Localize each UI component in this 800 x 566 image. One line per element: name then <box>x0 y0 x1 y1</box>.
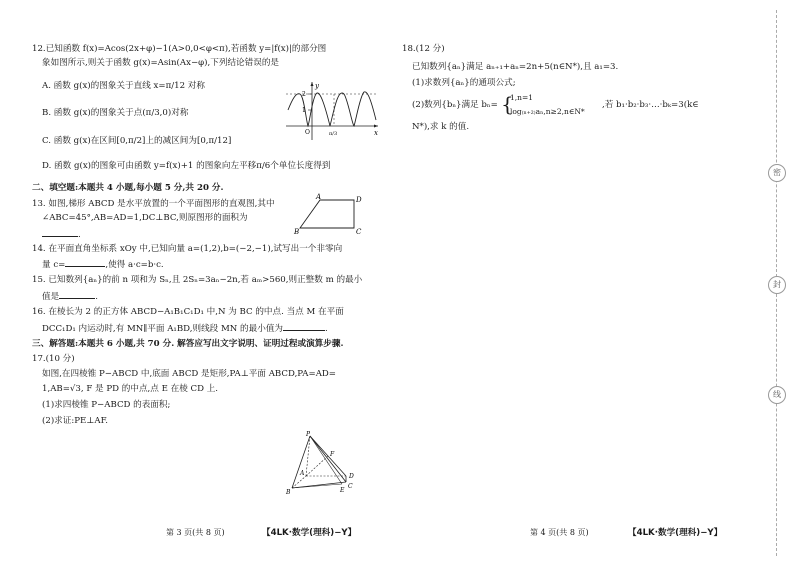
q18-line3-b: ,若 b₁·b₂·b₃·…·bₖ=3(k∈ <box>602 100 699 110</box>
q18-line1: 已知数列{aₙ}满足 aₙ₊₁+aₙ=2n+5(n∈N*),且 a₁=3. <box>412 62 619 72</box>
graph-x-label: x <box>374 129 378 137</box>
q16-line2-a: DCC₁D₁ 内运动时,有 MN∥平面 A₁BD,则线段 MN 的最小值为 <box>42 324 284 334</box>
q16-answer-blank[interactable] <box>283 322 325 331</box>
q12-option-d: D. 函数 g(x)的图象可由函数 y=f(x)+1 的图象向左平移π/6个单位长度得到 <box>42 161 331 171</box>
q14-answer-blank[interactable] <box>65 258 105 267</box>
q13-label-d: D <box>356 196 362 204</box>
q13-label-b: B <box>294 228 300 236</box>
q17-label-f: F <box>330 451 335 458</box>
q18-line3-a: (2)数列{bₙ}满足 bₙ= <box>412 100 498 110</box>
piecewise-case-2: log₍ₙ₊₂₎aₙ,n≥2,n∈N* <box>510 107 585 116</box>
q16-line1: 16. 在棱长为 2 的正方体 ABCD−A₁B₁C₁D₁ 中,N 为 BC 的中点. 当点 M 在平面 <box>32 307 344 317</box>
footer-tag-right: 【4LK·数学(理科)−Y】 <box>628 528 723 538</box>
q13-trapezoid-figure <box>294 194 374 236</box>
binding-margin <box>762 0 800 566</box>
section2-header: 二、填空题:本题共 4 小题,每小题 5 分,共 20 分. <box>32 183 224 193</box>
q12-line1: 12.已知函数 f(x)=Acos(2x+φ)−1(A>0,0<φ<π),若函数 y=|f(x)|的部分图 <box>32 44 327 54</box>
graph-y-label: y <box>315 82 319 90</box>
binding-mark-xian: 线 <box>768 386 786 404</box>
q14-line2-a: 量 c= <box>42 260 66 270</box>
q12-option-b: B. 函数 g(x)的图象关于点(π/3,0)对称 <box>42 108 189 118</box>
q17-line2: 1,AB=√3, F 是 PD 的中点,点 E 在棱 CD 上. <box>42 384 219 394</box>
q12-option-a: A. 函数 g(x)的图象关于直线 x=π/12 对称 <box>42 81 205 91</box>
piecewise-case-1: 1,n=1 <box>510 93 534 102</box>
q13-line3-end: . <box>78 230 81 240</box>
q17-label-c: C <box>348 483 353 490</box>
q17-label-a: A <box>300 470 305 477</box>
binding-mark-mi: 密 <box>768 164 786 182</box>
piecewise-brace: { <box>501 92 514 116</box>
q15-line2 <box>42 290 98 303</box>
q12-graph <box>282 80 382 142</box>
q15-line1: 15. 已知数列{aₙ}的前 n 项和为 Sₙ,且 2Sₙ=3aₙ−2n,若 aₘ>560,则正整数 m 的最小 <box>32 275 363 285</box>
graph-origin-label: O <box>305 129 310 136</box>
q14-line1: 14. 在平面直角坐标系 xOy 中,已知向量 a=(1,2),b=(−2,−1),试写出一个非零向 <box>32 244 343 254</box>
q13-line2: ∠ABC=45°,AB=AD=1,DC⊥BC,则原图形的面积为 <box>42 213 248 223</box>
q17-label-p: P <box>306 431 311 438</box>
q14-line2-b: ,使得 a·c=b·c. <box>105 260 164 270</box>
q17-label-b: B <box>286 489 291 496</box>
q17-line1: 如图,在四棱锥 P−ABCD 中,底面 ABCD 是矩形,PA⊥平面 ABCD,PA=AD= <box>42 369 336 379</box>
q17-pyramid-figure <box>284 432 364 496</box>
q13-label-a: A <box>316 193 322 201</box>
q16-line2 <box>42 322 328 335</box>
q17-label-e: E <box>340 487 345 494</box>
q15-answer-blank[interactable] <box>59 290 95 299</box>
binding-mark-feng: 封 <box>768 276 786 294</box>
footer-page-3: 第 3 页(共 8 页) <box>166 528 225 537</box>
q17-head: 17.(10 分) <box>32 354 75 364</box>
q13-line1: 13. 如图,梯形 ABCD 是水平放置的一个平面图形的直观图,其中 <box>32 199 275 209</box>
section3-header: 三、解答题:本题共 6 小题,共 70 分. 解答应写出文字说明、证明过程或演算步骤. <box>32 339 344 349</box>
q15-line2-a: 值是 <box>42 292 60 302</box>
footer-page-4: 第 4 页(共 8 页) <box>530 528 589 537</box>
q15-line2-b: . <box>95 292 98 302</box>
footer-tag-left: 【4LK·数学(理科)−Y】 <box>262 528 357 538</box>
q17-line3: (1)求四棱锥 P−ABCD 的表面积; <box>42 400 171 410</box>
q18-head: 18.(12 分) <box>402 44 445 54</box>
q13-label-c: C <box>356 228 362 236</box>
q18-line2: (1)求数列{aₙ}的通项公式; <box>412 78 516 88</box>
graph-tick-x: π/3 <box>329 131 338 137</box>
q17-label-d: D <box>349 473 354 480</box>
graph-tick-1: 1 <box>302 107 306 114</box>
graph-tick-2: 2 <box>302 91 306 98</box>
q14-line2 <box>42 258 164 271</box>
q18-line4: N*),求 k 的值. <box>412 122 470 132</box>
q16-line2-b: . <box>325 324 328 334</box>
q12-option-c: C. 函数 g(x)在区间[0,π/2]上的减区间为[0,π/12] <box>42 136 232 146</box>
q12-line2: 象如图所示,则关于函数 g(x)=Asin(Ax−φ),下列结论错误的是 <box>42 58 280 68</box>
q17-line4: (2)求证:PE⊥AF. <box>42 416 108 426</box>
right-page <box>400 0 760 566</box>
q13-answer-line[interactable] <box>42 228 81 241</box>
